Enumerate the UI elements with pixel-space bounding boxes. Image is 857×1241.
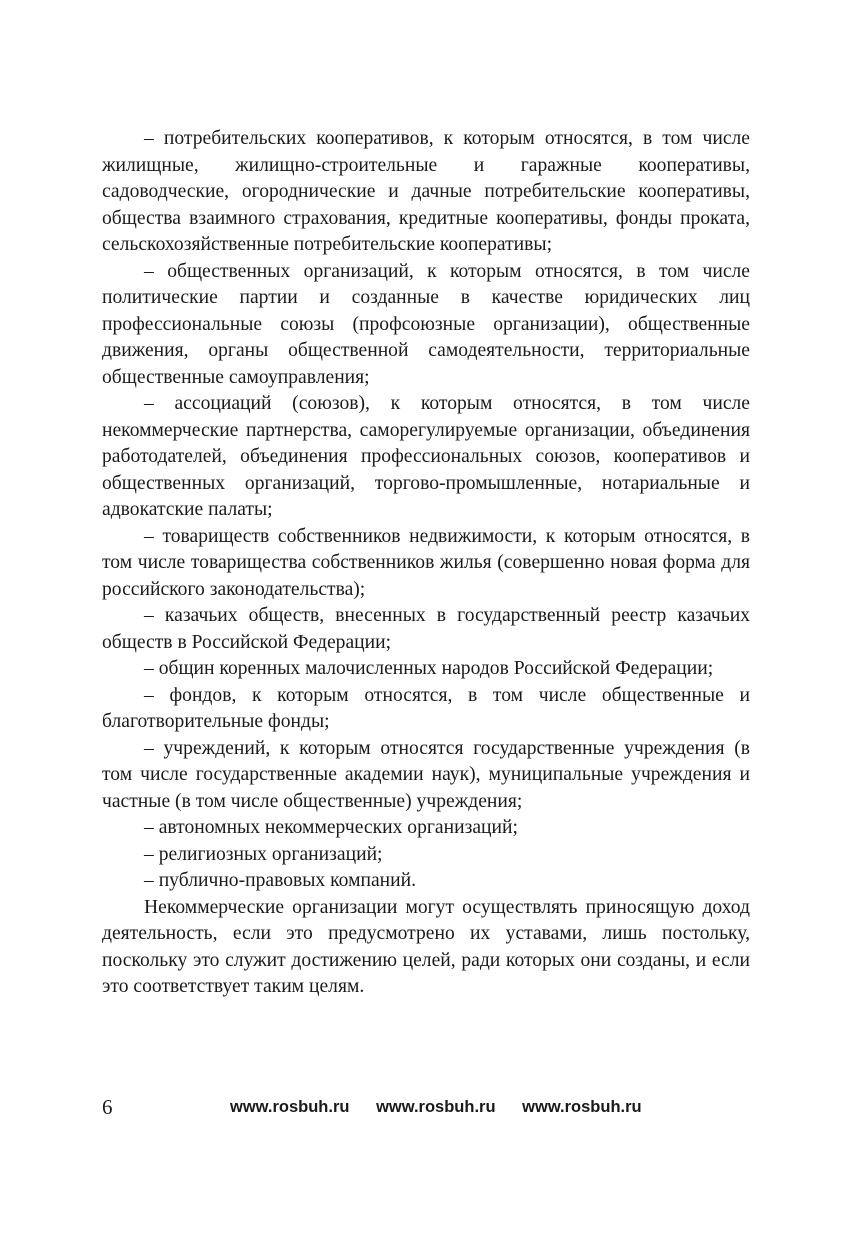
page-number: 6: [102, 1095, 113, 1119]
footer-link-2[interactable]: www.rosbuh.ru: [376, 1098, 496, 1116]
list-item-foundations: – фондов, к которым относятся, в том числе общественные и благотворительные фонды;: [102, 684, 750, 732]
list-item-institutions: – учреждений, к которым относятся государственные учреждения (в том числе государственные академии наук), муниципальные учреждения и частные (в том числе общественные) учреждения;: [102, 737, 750, 812]
body-text: [102, 126, 750, 1001]
list-item-autonomous-nonprofits: – автономных некоммерческих организаций;: [144, 817, 518, 838]
closing-paragraph: Некоммерческие организации могут осуществлять приносящую доход деятельность, если это предусмотрено их уставами, лишь постольку, поскольку это служит достижению целей, ради которых они созданы, и если это соответствует таким целям.: [102, 896, 750, 997]
footer-links: [230, 1092, 664, 1122]
list-item-consumer-cooperatives: – потребительских кооперативов, к которым относятся, в том числе жилищные, жилищно-строительные и гаражные кооперативы, садоводческие, огороднические и дачные потребительские кооперативы, общества взаимного страхования, кредитные кооперативы, фонды проката, сельскохозяйственные потребительские кооперативы;: [102, 128, 750, 255]
footer-link-3[interactable]: www.rosbuh.ru: [522, 1098, 642, 1116]
list-item-cossack-societies: – казачьих обществ, внесенных в государственный реестр казачьих обществ в Российской Федерации;: [102, 605, 750, 653]
list-item-property-owners-partnerships: – товариществ собственников недвижимости, к которым относятся, в том числе товарищества собственников жилья (совершенно новая форма для российского законодательства);: [102, 525, 750, 600]
list-item-indigenous-communities: – общин коренных малочисленных народов Российской Федерации;: [144, 658, 714, 679]
footer-link-1[interactable]: www.rosbuh.ru: [230, 1098, 350, 1116]
list-item-public-organizations: – общественных организаций, к которым относятся, в том числе политические партии и созданные в качестве юридических лиц профессиональные союзы (профсоюзные организации), общественные движения, органы общественной самодеятельности, территориальные общественные самоуправления;: [102, 260, 750, 388]
list-item-public-law-companies: – публично-правовых компаний.: [144, 870, 417, 891]
list-item-religious-organizations: – религиозных организаций;: [144, 843, 383, 865]
page-footer: [102, 1092, 750, 1122]
list-item-associations: – ассоциаций (союзов), к которым относятся, в том числе некоммерческие партнерства, саморегулируемые организации, объединения работодателей, объединения профессиональных союзов, кооперативов и общественных организаций, торгово-промышленные, нотариальные и адвокатские палаты;: [102, 393, 750, 520]
